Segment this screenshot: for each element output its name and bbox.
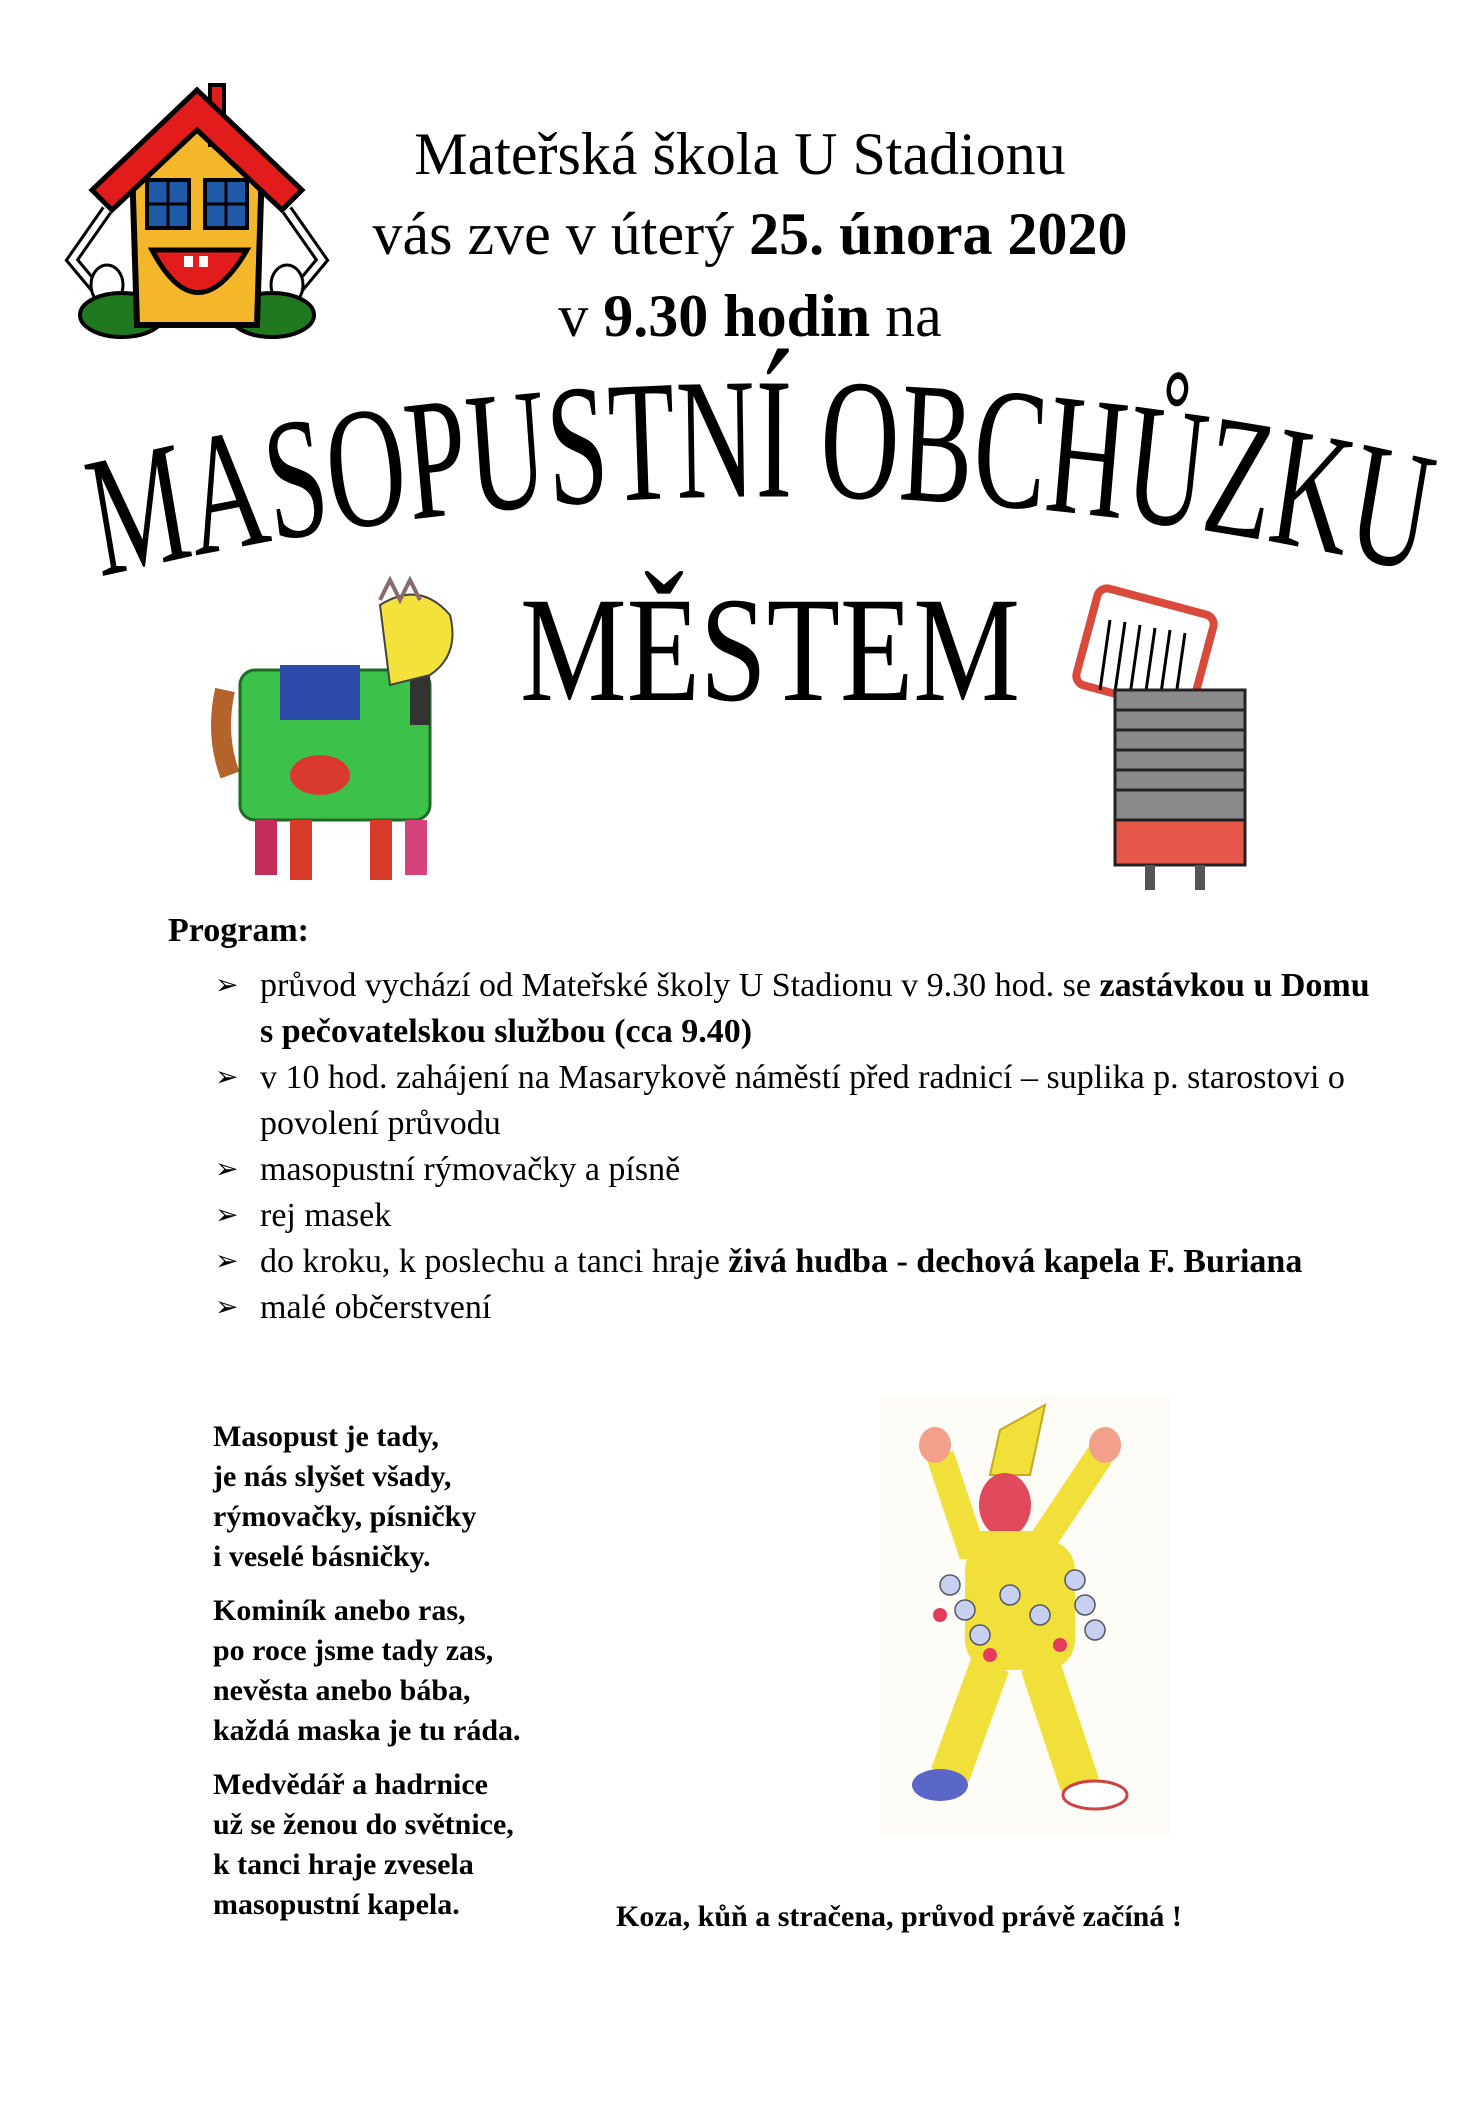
program-item: ➢ do kroku, k poslechu a tanci hraje živá hudba - dechová kapela F. Buriana (215, 1239, 1375, 1285)
school-name: Mateřská škola U Stadionu (414, 121, 1066, 187)
program-item: ➢ průvod vychází od Mateřské školy U Stadionu v 9.30 hod. se zastávkou u Domu s pečovatelskou službou (cca 9.40) (215, 963, 1375, 1055)
arrow-bullet-icon: ➢ (215, 1246, 239, 1277)
arrow-bullet-icon: ➢ (215, 1200, 239, 1231)
arrow-bullet-icon: ➢ (215, 1292, 239, 1323)
closing-line: Koza, kůň a stračena, průvod právě začíná ! (616, 1900, 1182, 1933)
house-mascot-logo (52, 60, 342, 340)
arrow-bullet-icon: ➢ (215, 970, 239, 1001)
title-line-1: MASOPUSTNÍ OBCHŮZKU (74, 342, 1475, 616)
straw-mask-dancer-illustration (880, 1395, 1170, 1835)
time-prefix: v (558, 283, 604, 349)
program-item: ➢ rej masek (215, 1193, 1375, 1239)
poem-stanza: Medvědář a hadrnice už se ženou do světnice, k tanci hraje zvesela masopustní kapela. (213, 1768, 514, 1921)
horse-costume-illustration (210, 575, 490, 895)
event-date: 25. února 2020 (749, 201, 1128, 267)
event-time: 9.30 hodin (603, 283, 871, 349)
program-item: ➢ v 10 hod. zahájení na Masarykově náměstí před radnicí – suplika p. starostovi o povolení průvodu (215, 1055, 1375, 1147)
poem-stanza: Kominík anebo ras, po roce jsme tady zas, nevěsta anebo bába, každá maska je tu ráda. (213, 1594, 521, 1747)
program-heading: Program: (168, 912, 309, 949)
invitation-text: vás zve v úterý (372, 201, 750, 267)
program-item: ➢ masopustní rýmovačky a písně (215, 1147, 1375, 1193)
invitation-time-line (500, 282, 1000, 351)
time-suffix: na (870, 283, 942, 349)
poem-stanza: Masopust je tady, je nás slyšet všady, rýmovačky, písničky i veselé básničky. (213, 1420, 477, 1573)
arrow-bullet-icon: ➢ (215, 1062, 239, 1093)
program-item: ➢ malé občerstvení (215, 1285, 1375, 1331)
accordion-character-illustration (1055, 580, 1275, 900)
poem (213, 1417, 521, 1939)
arrow-bullet-icon: ➢ (215, 1154, 239, 1185)
invitation-date-line (320, 200, 1180, 269)
title-line-2: MĚSTEM (520, 567, 1020, 733)
program-list (215, 963, 1375, 1331)
